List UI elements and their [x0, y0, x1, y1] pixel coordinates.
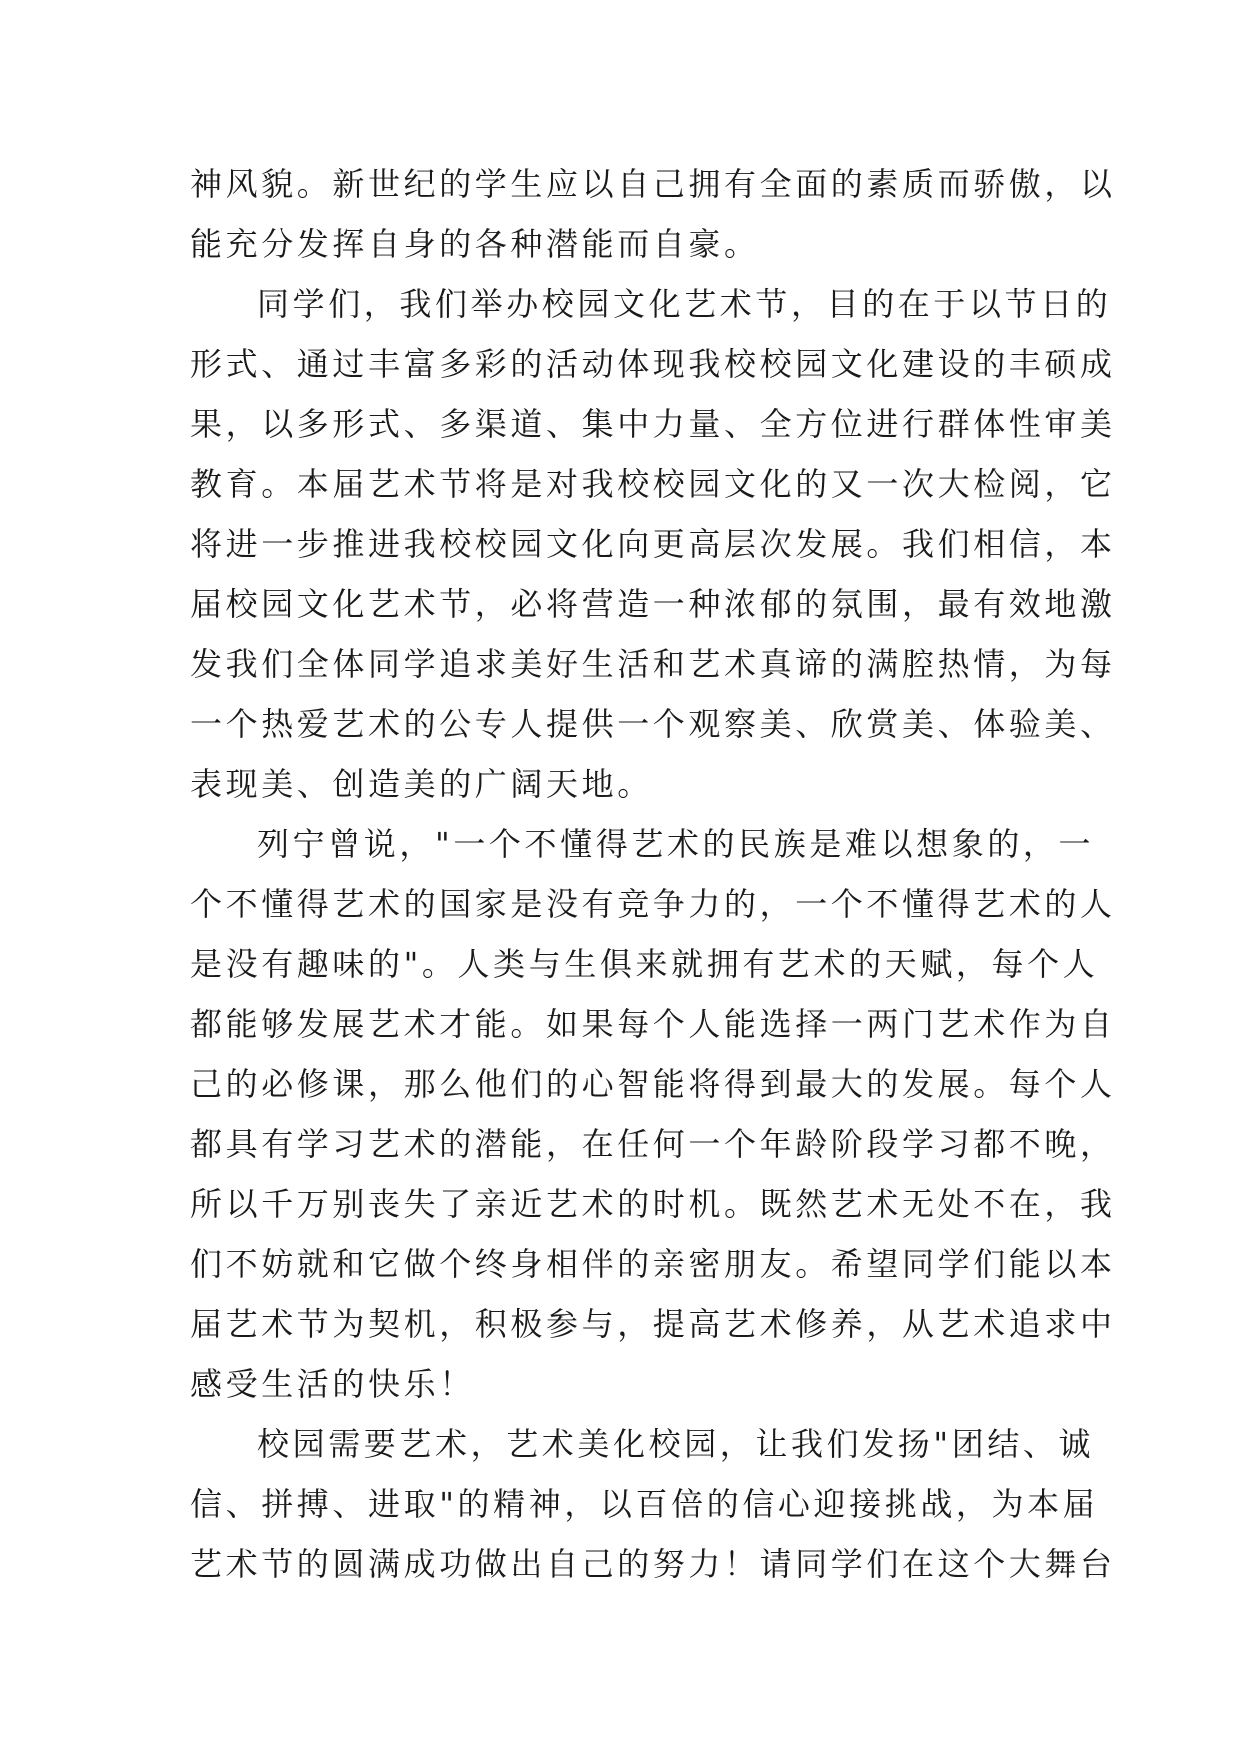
text-line: 教育。本届艺术节将是对我校校园文化的又一次大检阅，它 [190, 465, 1116, 503]
text-line: 所以千万别丧失了亲近艺术的时机。既然艺术无处不在，我 [190, 1185, 1116, 1223]
text-line: 感受生活的快乐！ [190, 1365, 475, 1403]
paragraph [190, 1414, 1116, 1594]
text-line: 一个热爱艺术的公专人提供一个观察美、欣赏美、体验美、 [190, 705, 1116, 743]
text-line: 届艺术节为契机，积极参与，提高艺术修养，从艺术追求中 [190, 1305, 1116, 1343]
text-line: 神风貌。新世纪的学生应以自己拥有全面的素质而骄傲，以 [190, 165, 1116, 203]
text-line: 表现美、创造美的广阔天地。 [190, 765, 653, 803]
text-line: 都具有学习艺术的潜能，在任何一个年龄阶段学习都不晚， [190, 1125, 1116, 1163]
document-body [190, 154, 1116, 1594]
text-line: 己的必修课，那么他们的心智能将得到最大的发展。每个人 [190, 1065, 1116, 1103]
text-line: 将进一步推进我校校园文化向更高层次发展。我们相信，本 [190, 525, 1116, 563]
text-line: 都能够发展艺术才能。如果每个人能选择一两门艺术作为自 [190, 1005, 1116, 1043]
text-line: 同学们，我们举办校园文化艺术节，目的在于以节日的 [257, 285, 1112, 323]
paragraph [190, 274, 1116, 814]
text-line: 个不懂得艺术的国家是没有竞争力的，一个不懂得艺术的人 [190, 885, 1116, 923]
text-line: 校园需要艺术，艺术美化校园，让我们发扬"团结、诚 [257, 1425, 1095, 1463]
text-line: 届校园文化艺术节，必将营造一种浓郁的氛围，最有效地激 [190, 585, 1116, 623]
text-line: 是没有趣味的"。人类与生俱来就拥有艺术的天赋，每个人 [190, 945, 1099, 983]
text-line: 果，以多形式、多渠道、集中力量、全方位进行群体性审美 [190, 405, 1116, 443]
text-line: 列宁曾说，"一个不懂得艺术的民族是难以想象的，一 [257, 825, 1095, 863]
text-line: 们不妨就和它做个终身相伴的亲密朋友。希望同学们能以本 [190, 1245, 1116, 1283]
text-line: 艺术节的圆满成功做出自己的努力！请同学们在这个大舞台 [190, 1545, 1116, 1583]
paragraph [190, 814, 1116, 1414]
text-line: 形式、通过丰富多彩的活动体现我校校园文化建设的丰硕成 [190, 345, 1116, 383]
paragraph [190, 154, 1116, 274]
text-line: 发我们全体同学追求美好生活和艺术真谛的满腔热情，为每 [190, 645, 1116, 683]
text-line: 能充分发挥自身的各种潜能而自豪。 [190, 225, 760, 263]
text-line: 信、拼搏、进取"的精神，以百倍的信心迎接挑战，为本届 [190, 1485, 1099, 1523]
